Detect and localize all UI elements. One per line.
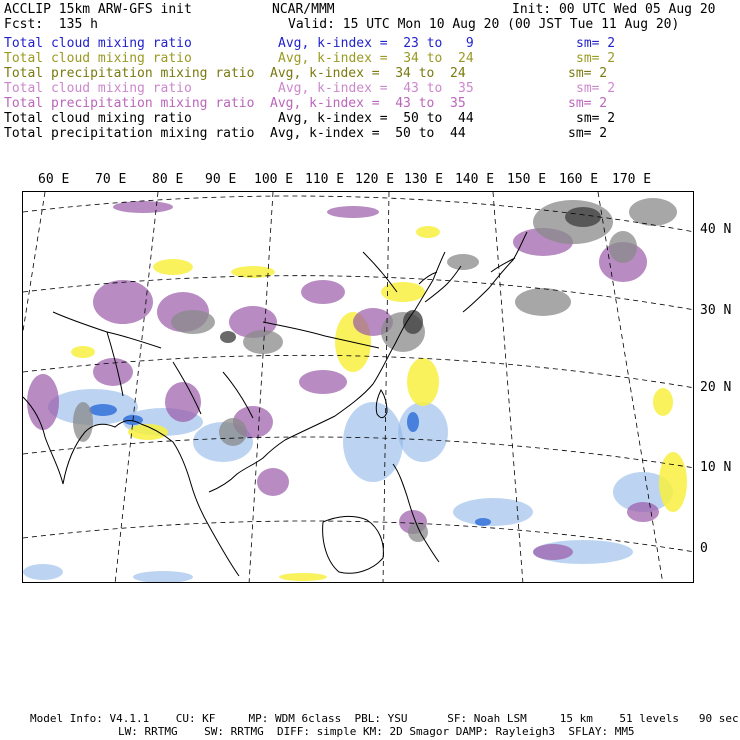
cloud-patch — [301, 280, 345, 304]
field-avg: Avg, k-index = 34 to 24 — [270, 66, 466, 81]
latitude-label: 20 N — [700, 380, 732, 395]
field-name: Total precipitation mixing ratio — [4, 126, 255, 141]
cloud-patch — [407, 358, 439, 406]
cloud-patch — [23, 564, 63, 580]
field-avg: Avg, k-index = 50 to 44 — [278, 111, 474, 126]
init-time: Init: 00 UTC Wed 05 Aug 20 — [512, 2, 716, 17]
cloud-patch — [299, 370, 347, 394]
field-name: Total cloud mixing ratio — [4, 36, 192, 51]
coastline-borneo — [323, 516, 384, 573]
cloud-patch — [171, 310, 215, 334]
longitude-label: 120 E — [355, 172, 395, 187]
cloud-patch — [629, 198, 677, 226]
longitude-label: 150 E — [507, 172, 547, 187]
longitude-label: 70 E — [95, 172, 127, 187]
cloud-patch — [73, 402, 93, 442]
cloud-patch — [447, 254, 479, 270]
cloud-patch — [343, 402, 403, 482]
model-info-line1: Model Info: V4.1.1 CU: KF MP: WDM 6class PBL: YSU SF: Noah LSM 15 km 51 levels 90 sec — [30, 712, 739, 725]
cloud-patch — [659, 452, 687, 512]
cloud-patch — [219, 418, 247, 446]
valid-time: Valid: 15 UTC Mon 10 Aug 20 (00 JST Tue 11 Aug 20) — [288, 17, 680, 32]
latitude-label: 40 N — [700, 222, 732, 237]
cloud-patch — [403, 310, 423, 334]
cloud-patch — [475, 518, 491, 526]
cloud-patch — [453, 498, 533, 526]
longitude-label: 140 E — [455, 172, 495, 187]
cloud-patch — [609, 231, 637, 263]
cloud-patch — [153, 259, 193, 275]
cloud-patch — [407, 412, 419, 432]
cloud-patch — [533, 544, 573, 560]
longitude-label: 130 E — [404, 172, 444, 187]
cloud-patch — [89, 404, 117, 416]
cloud-patch — [565, 207, 601, 227]
longitude-label: 100 E — [254, 172, 294, 187]
field-avg: Avg, k-index = 50 to 44 — [270, 126, 466, 141]
graticule — [23, 192, 694, 583]
field-avg: Avg, k-index = 23 to 9 — [278, 36, 474, 51]
cloud-patch — [279, 573, 327, 581]
longitude-label: 90 E — [205, 172, 237, 187]
field-name: Total cloud mixing ratio — [4, 81, 192, 96]
cloud-patch — [408, 522, 428, 542]
cloud-patch — [327, 206, 379, 218]
field-name: Total precipitation mixing ratio — [4, 66, 255, 81]
org-label: NCAR/MMM — [272, 2, 335, 17]
latitude-label: 0 — [700, 541, 708, 556]
latitude-label: 30 N — [700, 303, 732, 318]
latitude-label: 10 N — [700, 460, 732, 475]
longitude-label: 110 E — [305, 172, 345, 187]
cloud-patch — [398, 402, 448, 462]
forecast-hour: Fcst: 135 h — [4, 17, 98, 32]
cloud-patch — [113, 201, 173, 213]
model-title: ACCLIP 15km ARW-GFS init — [4, 2, 192, 17]
coastline-korea — [419, 266, 461, 302]
field-sm: sm= 2 — [576, 111, 616, 126]
field-sm: sm= 2 — [576, 51, 616, 66]
longitude-label: 170 E — [612, 172, 652, 187]
cloud-field-layer — [23, 198, 687, 583]
cloud-patch — [27, 374, 59, 430]
cloud-patch — [257, 468, 289, 496]
map-canvas — [23, 192, 694, 583]
cloud-patch — [93, 358, 133, 386]
cloud-patch — [653, 388, 673, 416]
cloud-patch — [416, 226, 440, 238]
cloud-patch — [243, 330, 283, 354]
field-name: Total cloud mixing ratio — [4, 111, 192, 126]
cloud-patch — [627, 502, 659, 522]
field-avg: Avg, k-index = 34 to 24 — [278, 51, 474, 66]
longitude-label: 80 E — [152, 172, 184, 187]
field-sm: sm= 2 — [576, 81, 616, 96]
cloud-patch — [220, 331, 236, 343]
field-avg: Avg, k-index = 43 to 35 — [278, 81, 474, 96]
field-avg: Avg, k-index = 43 to 35 — [270, 96, 466, 111]
cloud-patch — [133, 571, 193, 583]
field-name: Total cloud mixing ratio — [4, 51, 192, 66]
field-sm: sm= 2 — [576, 36, 616, 51]
field-name: Total precipitation mixing ratio — [4, 96, 255, 111]
map-panel — [22, 191, 694, 583]
meridian-100e — [249, 192, 273, 583]
field-sm: sm= 2 — [568, 66, 608, 81]
field-sm: sm= 2 — [568, 126, 608, 141]
meridian-120e — [383, 192, 389, 583]
cloud-patch — [71, 346, 95, 358]
longitude-label: 160 E — [559, 172, 599, 187]
model-info-line2: LW: RRTMG SW: RRTMG DIFF: simple KM: 2D Smagor DAMP: Rayleigh3 SFLAY: MM5 — [118, 725, 635, 738]
longitude-label: 60 E — [38, 172, 70, 187]
field-sm: sm= 2 — [568, 96, 608, 111]
cloud-patch — [515, 288, 571, 316]
